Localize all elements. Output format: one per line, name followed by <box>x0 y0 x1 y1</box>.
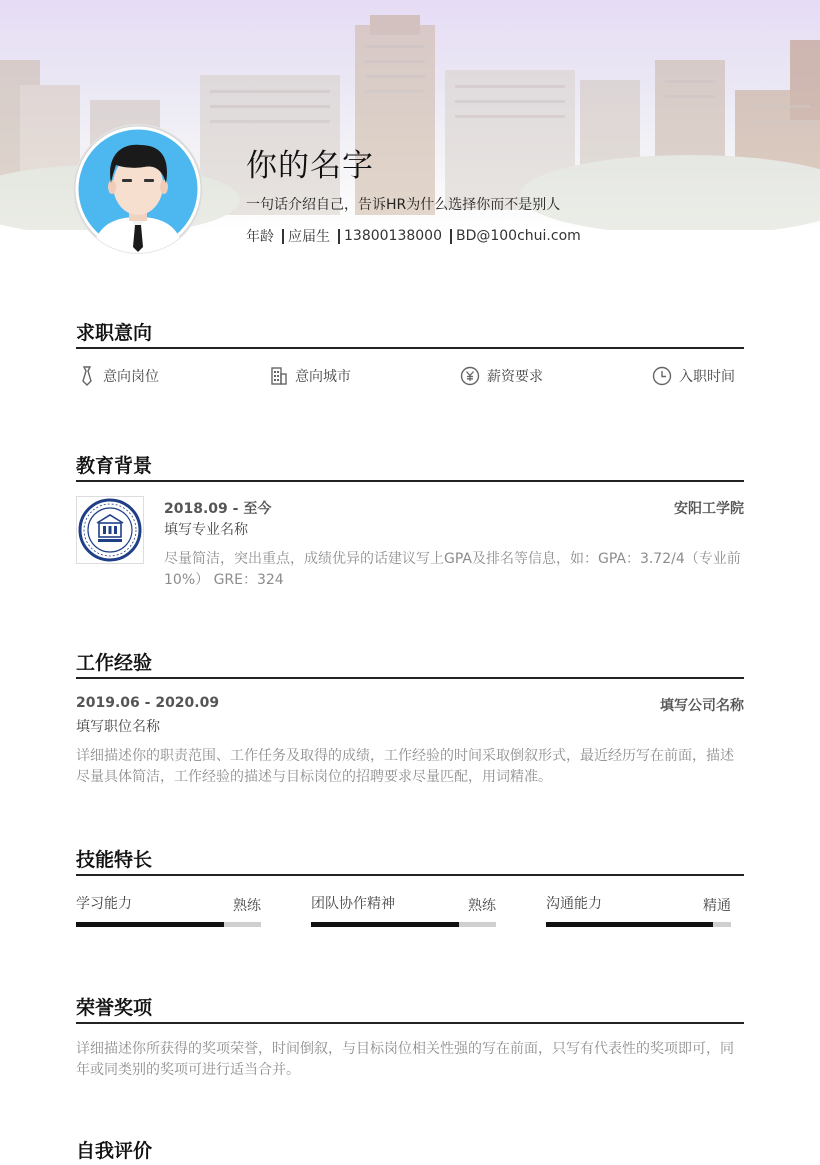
avatar-person-icon <box>74 125 202 253</box>
work-description: 详细描述你的职责范围、工作任务及取得的成绩，工作经验的时间采取倒叙形式，最近经历写在前面，描述尽量具体简洁，工作经验的描述与目标岗位的招聘要求尽量匹配，用词精准。 <box>76 748 734 785</box>
intent-salary <box>460 366 543 386</box>
skill-level: 熟练 <box>233 898 261 914</box>
intent-salary-label: 薪资要求 <box>487 369 543 385</box>
education-period: 2018.09 - 至今 <box>164 501 272 517</box>
education-description: 尽量简洁，突出重点，成绩优异的话建议写上GPA及排名等信息，如：GPA：3.72/4（专业前10%） GRE：324 <box>164 551 741 588</box>
intent-position <box>78 366 159 386</box>
work-company: 填写公司名称 <box>660 698 744 714</box>
work-period: 2019.06 - 2020.09 <box>76 695 220 711</box>
section-title-awards: 荣誉奖项 <box>76 994 744 1024</box>
section-title-skills: 技能特长 <box>76 846 744 876</box>
school-logo <box>76 496 144 564</box>
skill-bar-fill <box>311 922 459 927</box>
intent-position-label: 意向岗位 <box>103 369 159 385</box>
building-icon <box>270 366 288 386</box>
clock-icon <box>652 366 672 386</box>
section-title-work: 工作经验 <box>76 649 744 679</box>
contact-age: 年龄 <box>246 229 274 245</box>
yen-icon <box>460 366 480 386</box>
skill-label: 团队协作精神 <box>311 896 395 912</box>
job-intent-row <box>76 366 744 390</box>
skill-level: 熟练 <box>468 898 496 914</box>
skill-level: 精通 <box>703 898 731 914</box>
skill-label: 沟通能力 <box>546 896 602 912</box>
contact-phone: 13800138000 <box>344 228 442 244</box>
separator-bar <box>450 229 452 244</box>
candidate-name: 你的名字 <box>246 148 374 184</box>
candidate-tagline: 一句话介绍自己，告诉HR为什么选择你而不是别人 <box>246 197 561 213</box>
section-title-intent: 求职意向 <box>76 319 744 349</box>
education-school: 安阳工学院 <box>674 501 744 517</box>
section-title-education: 教育背景 <box>76 452 744 482</box>
contact-email: BD@100chui.com <box>455 228 581 244</box>
skill-bar-fill <box>546 922 713 927</box>
skill-item <box>76 893 261 929</box>
awards-description: 详细描述你所获得的奖项荣誉，时间倒叙，与目标岗位相关性强的写在前面，只写有代表性的奖项即可，同年或同类别的奖项可进行适当合并。 <box>76 1041 734 1078</box>
contact-status: 应届生 <box>288 229 330 245</box>
skill-bar-track <box>546 922 731 927</box>
section-title-self-evaluation: 自我评价 <box>76 1140 153 1162</box>
intent-city <box>270 366 351 386</box>
separator-bar <box>338 229 340 244</box>
contact-line <box>246 226 581 246</box>
skill-bar-fill <box>76 922 224 927</box>
skill-item <box>546 893 731 929</box>
education-major: 填写专业名称 <box>164 522 248 538</box>
tie-icon <box>78 366 96 386</box>
work-position: 填写职位名称 <box>76 719 160 735</box>
avatar <box>74 125 202 253</box>
skill-item <box>311 893 496 929</box>
separator-bar <box>282 229 284 244</box>
skill-bar-track <box>311 922 496 927</box>
intent-city-label: 意向城市 <box>295 369 351 385</box>
school-seal-icon <box>77 497 143 563</box>
skill-bar-track <box>76 922 261 927</box>
intent-start-date-label: 入职时间 <box>679 369 735 385</box>
intent-start-date <box>652 366 735 386</box>
skill-label: 学习能力 <box>76 896 132 912</box>
